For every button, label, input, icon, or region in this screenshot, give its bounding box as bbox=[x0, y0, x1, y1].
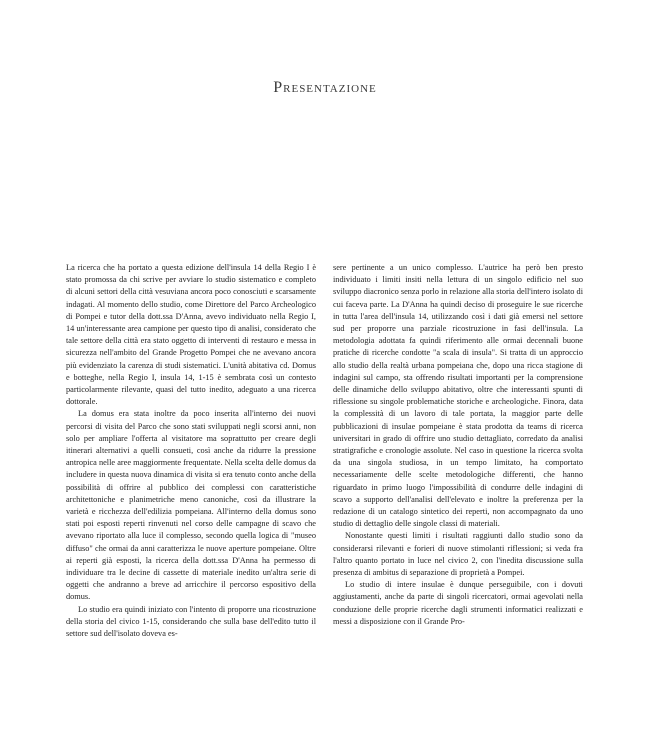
paragraph: sere pertinente a un unico complesso. L'autrice ha però ben presto individuato i limiti insiti nella lettura di un singolo edificio nel suo sviluppo diacronico senza porlo in relazione alla storia dell'intero isolato di cui faceva parte. La D'Anna ha quindi deciso di proseguire le sue ricerche in tutta l'area dell'insula 14, utilizzando così i dati già emersi nel settore sud per proporre una parziale ricostruzione in fasi dell'insula. La metodologia adottata fa quindi riferimento alle ormai decennali buone pratiche di ricerche condotte "a scala di insula". Si tratta di un approccio allo studio della realtà urbana pompeiana che, dopo una ricca stagione di indagini sul campo, sta offrendo risultati importanti per la comprensione delle dinamiche dello sviluppo abitativo, oltre che interessanti spunti di riflessione su singole problematiche storiche e archeologiche. Finora, data la complessità di un lavoro di tale portata, la maggior parte delle pubblicazioni di insulae pompeiane è stata prodotta da teams di ricerca universitari in grado di offrire uno studio dettagliato, corredato da analisi stratigrafiche e cronologie assolute. Nel caso in questione la ricerca svolta da una singola studiosa, in un tempo limitato, ha comportato necessariamente delle scelte metodologiche differenti, che hanno riguardato in primo luogo l'impossibilità di condurre delle indagini di scavo a supporto dell'analisi dell'elevato e inoltre la preferenza per la redazione di un catalogo sintetico dei reperti, non accompagnato da uno studio di dettaglio delle singole classi di materiali. bbox=[333, 263, 583, 529]
paragraph: Lo studio era quindi iniziato con l'intento di proporre una ricostruzione della storia del civico 1-15, considerando che sulla base dell'edito tutto il settore sud dell'isolato doveva es- bbox=[66, 604, 316, 639]
right-column bbox=[333, 262, 583, 628]
paragraph: La domus era stata inoltre da poco inserita all'interno dei nuovi percorsi di visita del Parco che sono stati sviluppati negli scorsi anni, non solo per ampliare l'offerta al visitatore ma soprattutto per creare degli itinerari alternativi a quelli consueti, così anche da ridurre la pressione antropica nelle aree maggiormente frequentate. Nella scelta delle domus da includere in questa nuova dinamica di visita si era tenuto conto anche della possibilità di offrire al pubblico dei complessi con caratteristiche architettoniche e planimetriche meno canoniche, così da illustrare la varietà e ricchezza dell'edilizia pompeiana. All'interno della domus sono stati poi esposti reperti rinvenuti nel corso delle campagne di scavo che avevano riportato alla luce il complesso, secondo quella logica di "museo diffuso" che ormai da anni caratterizza le nuove aperture pompeiane. Oltre ai reperti già esposti, la ricerca della dott.ssa D'Anna ha permesso di individuare tra le decine di cassette di materiale inedito un'altra serie di oggetti che andranno a breve ad arricchire il percorso espositivo della domus. bbox=[66, 409, 316, 602]
paragraph: La ricerca che ha portato a questa edizione dell'insula 14 della Regio I è stato promossa da chi scrive per avviare lo studio sistematico e completo di alcuni settori della città vesuviana ancora poco conosciuti e scarsamente indagati. Al momento dello studio, come Direttore del Parco Archeologico di Pompei e tutor della dott.ssa D'Anna, avevo individuato nella Regio I, 14 un'interessante area campione per questo tipo di analisi, considerato che tale settore della città era stato oggetto di interventi di restauro e messa in sicurezza nell'ambito del Grande Progetto Pompei che ne avevano ancora più evidenziato la carenza di studi sistematici. L'unità abitativa cd. Domus e botteghe, nella Regio I, insula 14, 1-15 è sembrata così un contesto particolarmente rilevante, quasi del tutto inedito, adeguato a una ricerca dottorale. bbox=[66, 263, 316, 407]
paragraph: Lo studio di intere insulae è dunque perseguibile, con i dovuti aggiustamenti, anche da parte di singoli ricercatori, ormai agevolati nella conduzione delle proprie ricerche dagli strumenti informatici realizzati e messi a disposizione con il Grande Pro- bbox=[333, 580, 583, 626]
paragraph: Nonostante questi limiti i risultati raggiunti dallo studio sono da considerarsi rilevanti e forieri di nuove stimolanti riflessioni; si veda fra l'altro quanto portato in luce nel civico 2, con l'inedita discussione sulla presenza di ambitus di separazione di proprietà a Pompei. bbox=[333, 531, 583, 578]
left-column bbox=[66, 262, 316, 640]
page-title: Presentazione bbox=[273, 79, 377, 96]
